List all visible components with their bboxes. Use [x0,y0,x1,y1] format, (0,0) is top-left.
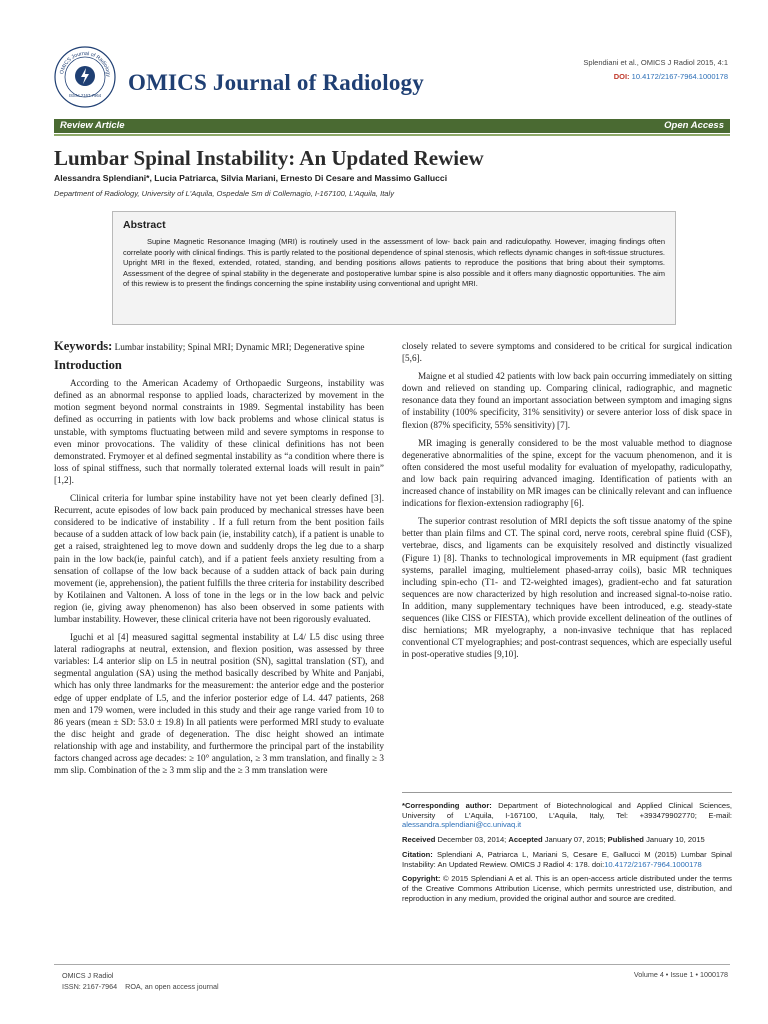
article-type-bar [54,119,730,133]
abstract-text: Supine Magnetic Resonance Imaging (MRI) is routinely used in the assessment of low- back pain and radiculopathy. However, imaging findings often correlate poorly with clinical findings. This is partly related to the positional dependence of spinal stenosis, which reflects dynamic changes in soft-tissue structures. Upright MRI in the flexed, extended, rotated, standing, and bending positions allows patients to reproduce the positions that bring about their symptoms. Assessment of the degree of spinal stability in the degenerate and postoperative lumbar spine is also possible and it offers many diagnostic opportunities. The aim of this rewiew is to present the findings concerning the spine instability using conventional and upright MRI. [123,237,665,289]
left-column [54,340,384,782]
footer-issn: ISSN: 2167-7964 ROA, an open access journal [62,982,219,991]
doi-link[interactable]: 10.4172/2167-7964.1000178 [631,72,728,81]
published-date: January 10, 2015 [646,835,705,845]
doi-label: DOI: [613,72,630,81]
footer-journal: OMICS J Radiol [62,971,114,980]
logo-issn: ISSN: 2167-7964 [68,93,102,98]
abstract-heading: Abstract [123,219,166,231]
copyright-label: Copyright: [402,874,441,884]
corresponding-author [402,801,732,830]
dates [402,835,732,845]
doi-line [614,72,728,81]
introduction-heading: Introduction [54,358,122,373]
corresponding-author-text: Department of Biotechnological and Applied Clinical Sciences, University of L'Aquila, I-167100, L'Aquila, Italy, Tel: +393479902770; E-mail: [402,801,733,820]
article-title: Lumbar Spinal Instability: An Updated Rewiew [54,146,484,170]
paragraph: closely related to severe symptoms and considered to be critical for surgical indication [5,6]. [402,341,732,364]
keywords-label: Keywords: [54,339,113,353]
accepted-date: January 07, 2015; [544,835,606,845]
citation-doi-link[interactable]: 10.4172/2167-7964.1000178 [604,859,702,869]
abstract-box [112,211,676,325]
citation-text: Splendiani A, Patriarca L, Mariani S, Cesare E, Gallucci M (2015) Lumbar Spinal Instability: An Updated Rewiew. OMICS J Radiol 4: 178. doi: [402,849,732,869]
paragraph: Clinical criteria for lumbar spine instability have not yet been clearly defined [3]. Recurrent, acute episodes of low back pain produced by mechanical stresses have been considered to be indicative of instability . If a full return from the bent position fails because of a sudden attack of low back pain (ie, instability catch), if a patient is unable to get a raised, straightened leg to move down and suddenly drops the leg due to a sharp pain in the low back(ie, painful catch), and if a patient feels anxiety resulting from a sensation of collapse of the low back because of a sudden attack of back pain during movement (ie, apprehension), the patient fulfills the three criteria for instability described by Kotilainen and Valtonen. A loss of tone in the legs or in the low back and pelvic region (ie, giving away phenomenon) has also been observed in some patients with lumbar instability. However, these clinical criteria have not been rigorously evaluated. [54,493,384,624]
published-label: Published [607,835,644,845]
paragraph: MR imaging is generally considered to be the most valuable method to diagnose degenerative abnormalities of the spine, except for the vacuum phenomenon, and it is often considered the most useful modality for evaluation of myelopathy, radiculopathy, and low back pain requiring advanced imaging. Identification of patients with an increased chance of instability on MR images can be clinically relevant and can influence indications for flexion-extension radiography [6]. [402,437,732,509]
citation-line: Splendiani et al., OMICS J Radiol 2015, 4:1 [583,58,728,67]
citation-label: Citation: [402,849,433,859]
divider [54,134,730,136]
right-column [402,340,732,666]
received-date: December 03, 2014; [437,835,507,845]
paragraph: Maigne et al studied 42 patients with low back pain occurring immediately on sitting down and relieved on standing up. Comparing clinical, radiographic, and magnetic resonance data they found an important association between symptom and imaging signs of instability (100% specificity, 31% sensitivity) or severe anterior loss of disk space in flexion (87% specificity, 55% sensitivity) [7]. [402,371,732,430]
author-email-link[interactable]: alessandra.splendiani@cc.univaq.it [402,820,522,830]
footer-volume: Volume 4 • Issue 1 • 1000178 [633,970,728,979]
accepted-label: Accepted [508,835,543,845]
footer-divider [54,964,730,965]
divider [402,792,732,793]
paragraph: The superior contrast resolution of MRI depicts the soft tissue anatomy of the spine better than plain films and CT. The spinal cord, nerve roots, cerebral spine fluid (CSF), vertebrae, discs, and ligaments can be exquisitely resolved and distinctly visualized (Figure 1) [8]. Thanks to technological improvements in MR equipment (fast gradient systems, parallel imaging, multielement phased-array coils), basic MR techniques including spin-echo (T1- and T2-weighted images), gradient-echo and fat saturation sequences are now characterized by high resolution and increased signal-to-noise ratio. In addition, many supplementary techniques have been introduced, e.g. steady-state sequences (like CISS or FIESTA), which provide excellent delineation of the outlines of disc herniations; MR myelography, a non-invasive technique that has replaced conventional CT myelographies; and post-contrast sequences, which are especially useful in post-operative studies [9,10]. [402,516,732,660]
copyright [402,874,732,903]
affiliation: Department of Radiology, University of L'Aquila, Ospedale Sm di Collemagio, I-167100, L'Aquila, Italy [54,189,395,198]
paragraph: Iguchi et al [4] measured sagittal segmental instability at L4/ L5 disc using three lateral radiographs at neutral, extension, and flexion position, was assessed by three variables: L4 anterior slip on L5 in neutral position (SN), sagittal translation (ST), and segmental angulation (SA) using the method basically described by White and Panjabi, which has only three landmarks for the measurement: the anterior edge and the posterior edge of upper endplate of L5, and the inferior posterior edge of L4. 447 patients, 268 men and 179 women, were included in this study and their age range varied from 10 to 86 years (mean ± SD: 53.0 ± 19.8) In all patients were performed MRI study to evaluate the disc height and grade of degeneration. The disc height showed an intimate relationship with age and instability, and furthermore the principal part of the instability factors changed across age decades: ≥ 10° angulation, ≥ 3 mm translation, and finally ≥ 3 mm slip. Combination of the ≥ 3 mm slip and the ≥ 3 mm translation were [54,632,384,776]
open-access-label: Open Access [664,120,724,131]
keywords-text: Lumbar instability; Spinal MRI; Dynamic MRI; Degenerative spine [114,342,365,352]
received-label: Received [402,835,436,845]
citation [402,850,732,869]
footer-left [62,970,219,992]
journal-logo [54,46,116,108]
article-type: Review Article [60,120,125,131]
corresponding-author-label: *Corresponding author: [402,801,492,810]
keywords [54,340,384,353]
author-list: Alessandra Splendiani*, Lucia Patriarca, Silvia Mariani, Ernesto Di Cesare and Massimo Gallucci [54,173,448,183]
paragraph: According to the American Academy of Orthopaedic Surgeons, instability was defined as an abnormal response to applied loads, characterized by movement in the motion segment beyond normal constraints in 1989. Segmental instability has been defined as occurring in patients with low back problems and whose clinical status is unstable, with symptoms fluctuating between mild and severe symptoms in response to even minor provocations. The validity of these clinical definitions has not been demonstrated. Frymoyer et al defined segmental instability as “a condition where there is loss of spinal stiffness, such that normally tolerated external loads will result in pain” [1,2]. [54,378,384,485]
logo-ring-text: OMICS Journal of Radiology [59,50,112,78]
journal-name: OMICS Journal of Radiology [128,70,424,95]
copyright-text: © 2015 Splendiani A et al. This is an open-access article distributed under the terms of the Creative Commons Attribution License, which permits unrestricted use, distribution, and reproduction in any medium, provided the original author and source are credited. [402,874,732,903]
article-notes [402,801,732,908]
